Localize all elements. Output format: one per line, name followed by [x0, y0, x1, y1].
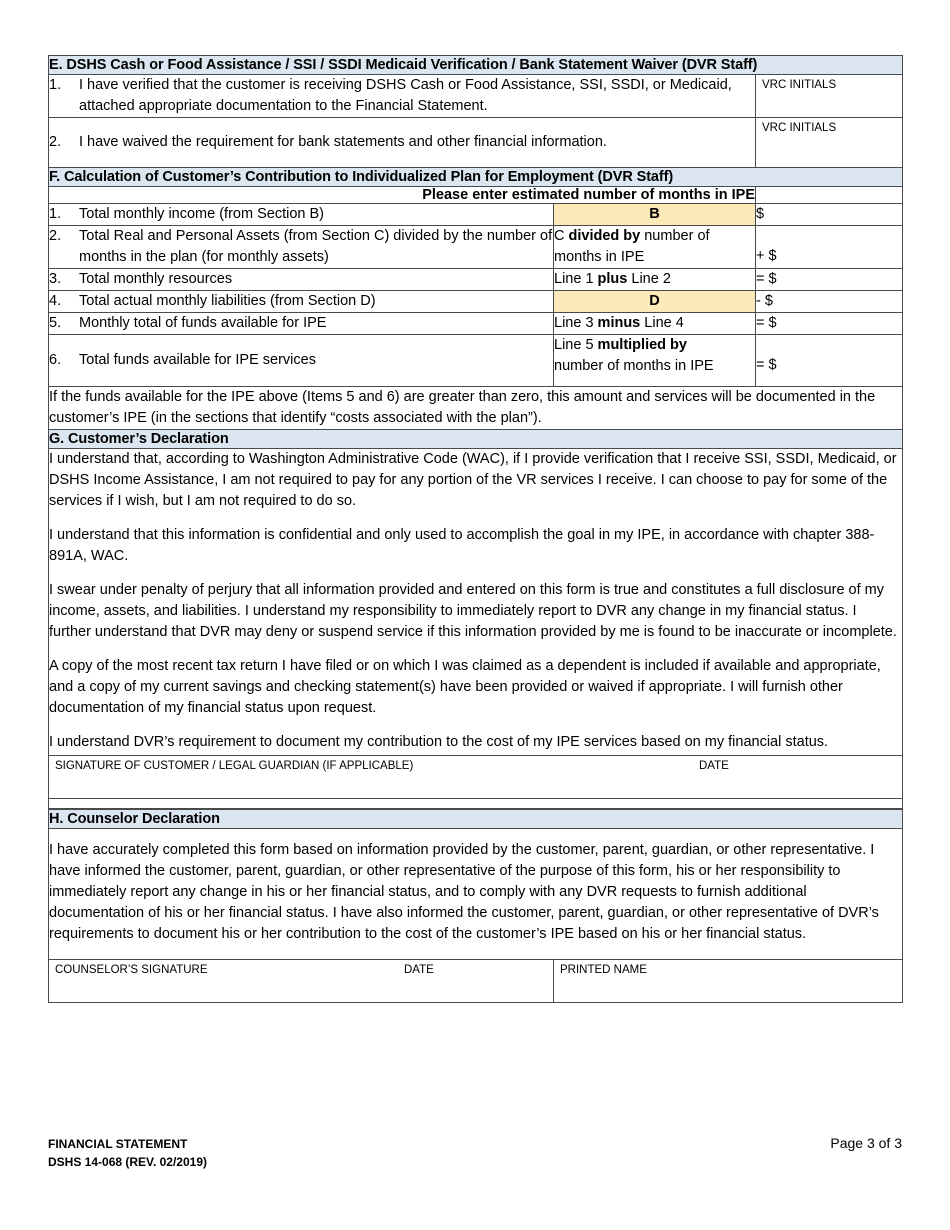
spacer-cell	[49, 798, 903, 808]
section-f-row-1-amount[interactable]: $	[756, 204, 903, 226]
section-f-row-3-amount[interactable]: = $	[756, 269, 903, 291]
section-e-item-1-number: 1.	[49, 77, 62, 94]
section-f-row-3-number: 3.	[49, 271, 62, 288]
section-f-row-6-amount[interactable]: = $	[756, 335, 903, 387]
section-f-heading: F. Calculation of Customer’s Contribution to Individualized Plan for Employment (DVR Staff)	[49, 168, 903, 187]
section-f-row-6-label-cell	[49, 335, 554, 387]
section-f-row-2-label-cell	[49, 226, 554, 269]
section-f-row-6-label: Total funds available for IPE services	[79, 352, 316, 369]
section-h-body-row	[49, 829, 903, 960]
section-e-item-1-text: I have verified that the customer is receiving DSHS Cash or Food Assistance, SSI, SSDI, or Medicaid, attached appropriate documentation to the Financial Statement.	[79, 77, 732, 115]
section-e-item-1	[49, 75, 756, 118]
section-f-prompt-row	[49, 187, 903, 204]
customer-signature-box[interactable]	[49, 756, 902, 798]
section-f-header-row	[49, 168, 903, 187]
section-f-row-1-number: 1.	[49, 206, 62, 223]
section-f-row-6-number: 6.	[49, 352, 62, 369]
footer-form-info	[48, 1135, 207, 1171]
section-h-declaration	[49, 829, 903, 960]
section-e-item-row	[49, 118, 903, 168]
counselor-signature-box[interactable]	[49, 960, 553, 1002]
customer-signature-cell[interactable]	[49, 755, 903, 798]
customer-signature-date-label: DATE	[699, 759, 729, 772]
vrc-initials-label-1: VRC INITIALS	[762, 79, 837, 92]
section-e-table	[48, 55, 903, 168]
section-f-row-4-formula: D	[554, 291, 756, 313]
section-g-heading: G. Customer’s Declaration	[49, 429, 903, 448]
section-f-row-1-formula: B	[554, 204, 756, 226]
footer-title: FINANCIAL STATEMENT	[48, 1137, 188, 1151]
section-f-row-5-number: 5.	[49, 315, 62, 332]
section-f-row-5-label-cell	[49, 313, 554, 335]
footer-page-number: Page 3 of 3	[830, 1135, 902, 1151]
counselor-date-label: DATE	[404, 964, 434, 977]
counselor-signature-cell[interactable]	[49, 960, 554, 1003]
printed-name-label: PRINTED NAME	[560, 964, 647, 977]
printed-name-cell[interactable]	[554, 960, 903, 1003]
section-f-table	[48, 167, 903, 429]
section-f-row-1-label-cell	[49, 204, 554, 226]
section-f-row-3-label: Total monthly resources	[79, 271, 233, 288]
section-h-header-row	[49, 809, 903, 828]
section-f-row-3-formula: Line 1 plus Line 2	[554, 269, 756, 291]
section-f-row-4-label: Total actual monthly liabilities (from Section D)	[79, 293, 376, 310]
section-e-heading: E. DSHS Cash or Food Assistance / SSI / SSDI Medicaid Verification / Bank Statement Waiver (DVR Staff)	[49, 56, 903, 75]
section-f-row-2-label: Total Real and Personal Assets (from Section C) divided by the number of months in the plan (for monthly assets)	[79, 228, 553, 266]
section-f-row-2-amount[interactable]: + $	[756, 226, 903, 269]
section-g-paragraph: I swear under penalty of perjury that all information provided and entered on this form is true and constitutes a full disclosure of my income, assets, and liabilities. I understand my responsibility to immediately report to DVR any change in my financial status. I further understand that DVR may deny or suspend service if this information provided by me is found to be inaccurate or incomplete.	[49, 581, 897, 640]
section-g-signature-row[interactable]	[49, 755, 903, 798]
table-row	[49, 226, 903, 269]
section-f-row-4-amount[interactable]: - $	[756, 291, 903, 313]
section-e-item-2	[49, 118, 756, 168]
section-e-header-row	[49, 56, 903, 75]
section-g-table	[48, 429, 903, 809]
section-f-note-row	[49, 387, 903, 429]
section-f-row-4-number: 4.	[49, 293, 62, 310]
section-f-row-5-formula: Line 3 minus Line 4	[554, 313, 756, 335]
section-g-declaration	[49, 448, 903, 755]
section-h-heading: H. Counselor Declaration	[49, 809, 903, 828]
section-e-item-2-number: 2.	[49, 134, 62, 151]
counselor-signature-label: COUNSELOR’S SIGNATURE	[55, 964, 208, 977]
section-e-initials-cell-2[interactable]	[756, 118, 903, 168]
footer-form-id: DSHS 14-068 (REV. 02/2019)	[48, 1155, 207, 1169]
page-footer	[48, 1135, 902, 1171]
section-f-note: If the funds available for the IPE above (Items 5 and 6) are greater than zero, this amount and services will be documented in the customer’s IPE (in the sections that identify “costs associated with the plan”).	[49, 387, 903, 429]
months-in-ipe-input[interactable]	[756, 187, 903, 204]
section-f-row-5-label: Monthly total of funds available for IPE	[79, 315, 327, 332]
section-f-row-2-formula: C divided by number of months in IPE	[554, 226, 756, 269]
table-row	[49, 269, 903, 291]
section-spacer	[49, 798, 903, 808]
months-in-ipe-prompt: Please enter estimated number of months in IPE	[49, 187, 756, 204]
printed-name-box[interactable]	[554, 960, 902, 1002]
section-e-initials-cell-1[interactable]	[756, 75, 903, 118]
customer-signature-label: SIGNATURE OF CUSTOMER / LEGAL GUARDIAN (IF APPLICABLE)	[55, 759, 414, 772]
table-row	[49, 291, 903, 313]
section-f-row-5-amount[interactable]: = $	[756, 313, 903, 335]
section-e-item-row	[49, 75, 903, 118]
table-row	[49, 335, 903, 387]
section-f-row-1-label: Total monthly income (from Section B)	[79, 206, 324, 223]
section-g-header-row	[49, 429, 903, 448]
vrc-initials-label-2: VRC INITIALS	[762, 122, 837, 135]
section-g-paragraph: I understand DVR’s requirement to document my contribution to the cost of my IPE services based on my financial status.	[49, 733, 829, 750]
section-g-paragraph: A copy of the most recent tax return I have filed or on which I was claimed as a dependent is included if available and appropriate, and a copy of my current savings and checking statement(s) have been provided or waived if appropriate. I will furnish other documentation of my financial status upon request.	[49, 657, 881, 716]
table-row	[49, 313, 903, 335]
section-h-paragraph: I have accurately completed this form based on information provided by the customer, parent, guardian, or other representative. I have informed the customer, parent, guardian, or other representative of the purpose of this form, his or her responsibility to immediately report any change in his or her financial status, and to comply with any DVR requests to furnish additional documentation of his or her financial status. I have also informed the customer, parent, guardian, or other representative of DVR’s requirements to document his or her contribution to the cost of the customer’s IPE based on his or her financial status.	[49, 842, 879, 943]
section-h-table	[48, 809, 903, 1003]
section-g-body-row	[49, 448, 903, 755]
section-g-paragraph: I understand that, according to Washington Administrative Code (WAC), if I provide verification that I receive SSI, SSDI, Medicaid, or DSHS Income Assistance, I am not required to pay for any portion of the VR services I receive. I can choose to pay for some of the services if I wish, but I am not required to do so.	[49, 450, 897, 509]
section-f-row-4-label-cell	[49, 291, 554, 313]
table-row	[49, 204, 903, 226]
section-h-signature-row[interactable]	[49, 960, 903, 1003]
section-f-row-2-number: 2.	[49, 228, 62, 245]
section-e-item-2-text: I have waived the requirement for bank statements and other financial information.	[79, 134, 607, 151]
form-page	[48, 55, 902, 1003]
section-g-paragraph: I understand that this information is confidential and only used to accomplish the goal in my IPE, in accordance with chapter 388-891A, WAC.	[49, 526, 875, 564]
section-f-row-6-formula: Line 5 multiplied by number of months in IPE	[554, 335, 756, 387]
section-f-row-3-label-cell	[49, 269, 554, 291]
